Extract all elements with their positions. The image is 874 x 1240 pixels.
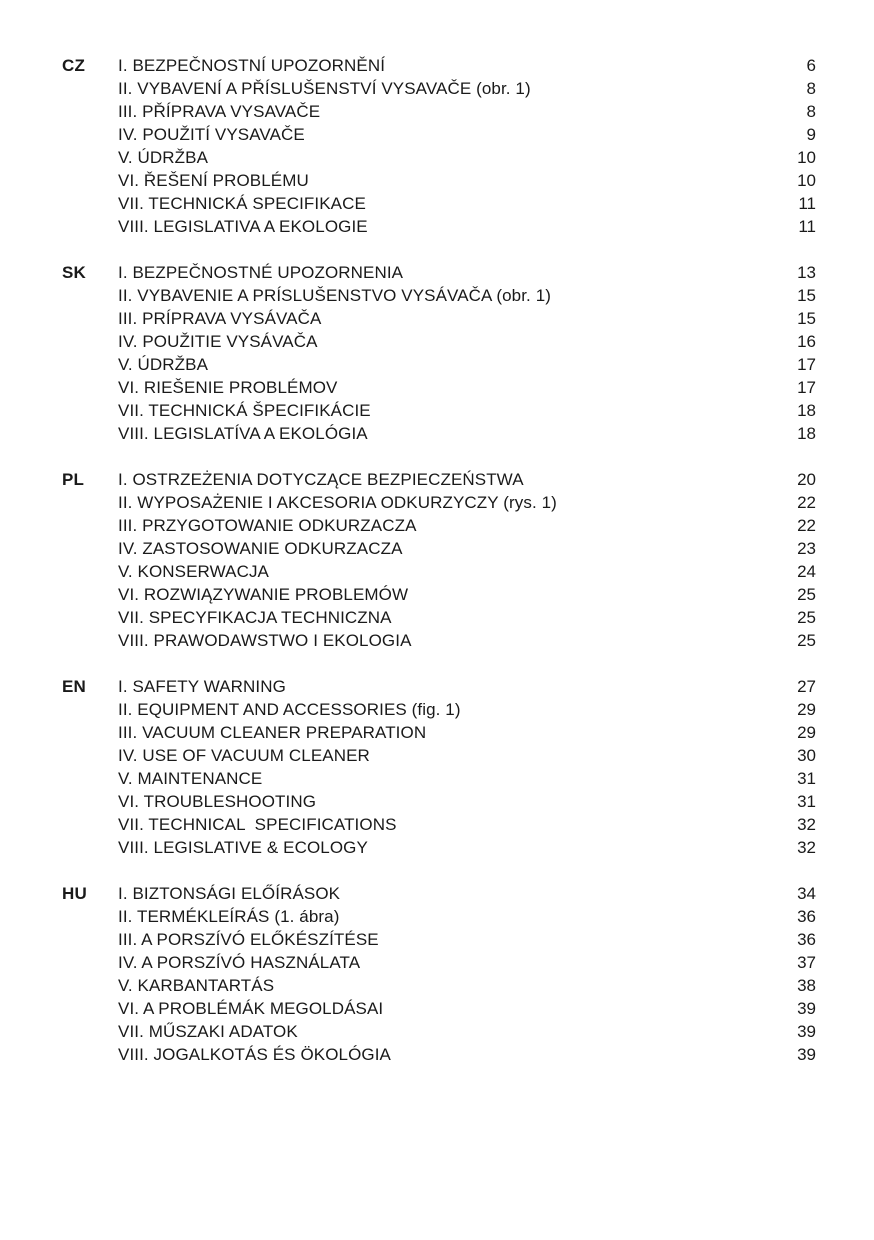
toc-entry[interactable]: [0, 399, 874, 422]
toc-entry-page: 9: [806, 125, 816, 144]
toc-entry-title: II. VYBAVENÍ A PŘÍSLUŠENSTVÍ VYSAVAČE (obr. 1): [118, 79, 531, 98]
toc-entry-page: 15: [797, 309, 816, 328]
toc-entry-page: 8: [806, 79, 816, 98]
toc-section-pl: [0, 468, 874, 652]
toc-entry[interactable]: [0, 330, 874, 353]
toc-entry[interactable]: [0, 583, 874, 606]
language-code: PL: [62, 470, 85, 489]
toc-entry[interactable]: [0, 997, 874, 1020]
toc-entry-title: IV. POUŽITÍ VYSAVAČE: [118, 125, 305, 144]
toc-entry-page: 8: [806, 102, 816, 121]
toc-entry[interactable]: [0, 146, 874, 169]
toc-entry[interactable]: [0, 813, 874, 836]
toc-entry-title: VIII. LEGISLATIVE & ECOLOGY: [118, 838, 368, 857]
toc-entry[interactable]: [0, 1043, 874, 1066]
toc-entry[interactable]: [0, 1020, 874, 1043]
toc-entry-title: VI. RIEŠENIE PROBLÉMOV: [118, 378, 338, 397]
language-code: CZ: [62, 56, 86, 75]
toc-entry[interactable]: [0, 974, 874, 997]
toc-entry-page: 23: [797, 539, 816, 558]
toc-entry-page: 16: [797, 332, 816, 351]
toc-entry-title: VI. ROZWIĄZYWANIE PROBLEMÓW: [118, 585, 409, 604]
toc-entry[interactable]: [0, 77, 874, 100]
toc-entry-page: 39: [797, 1022, 816, 1041]
toc-entry[interactable]: [0, 54, 874, 77]
toc-entry[interactable]: [0, 744, 874, 767]
toc-entry-title: VIII. JOGALKOTÁS ÉS ÖKOLÓGIA: [118, 1045, 391, 1064]
toc-entry-page: 31: [797, 792, 816, 811]
toc-entry[interactable]: [0, 353, 874, 376]
toc-entry-title: III. PRZYGOTOWANIE ODKURZACZA: [118, 516, 417, 535]
toc-entry-title: II. VYBAVENIE A PRÍSLUŠENSTVO VYSÁVAČA (obr. 1): [118, 286, 552, 305]
toc-entry-title: V. ÚDRŽBA: [118, 148, 209, 167]
toc-entry-page: 20: [797, 470, 816, 489]
toc-entry[interactable]: [0, 790, 874, 813]
toc-entry[interactable]: [0, 537, 874, 560]
toc-entry-page: 22: [797, 516, 816, 535]
toc-entry-title: V. ÚDRŽBA: [118, 355, 209, 374]
toc-entry-page: 11: [798, 194, 816, 213]
toc-entry-title: VII. TECHNICAL SPECIFICATIONS: [118, 815, 397, 834]
toc-entry[interactable]: [0, 376, 874, 399]
toc-entry[interactable]: [0, 422, 874, 445]
toc-entry-title: VIII. LEGISLATÍVA A EKOLÓGIA: [118, 424, 368, 443]
toc-entry-page: 27: [797, 677, 816, 696]
toc-entry-page: 10: [797, 171, 816, 190]
toc-entry[interactable]: [0, 767, 874, 790]
toc-entry-title: VII. TECHNICKÁ SPECIFIKACE: [118, 194, 366, 213]
language-code: SK: [62, 263, 87, 282]
toc-entry-title: V. KARBANTARTÁS: [118, 976, 275, 995]
toc-section-cz: [0, 54, 874, 238]
toc-entry-page: 17: [797, 378, 816, 397]
toc-entry-title: III. PRÍPRAVA VYSÁVAČA: [118, 309, 322, 328]
toc-entry-page: 10: [797, 148, 816, 167]
toc-entry-title: I. BIZTONSÁGI ELŐÍRÁSOK: [118, 884, 341, 903]
toc-entry-title: VI. TROUBLESHOOTING: [118, 792, 317, 811]
language-code: HU: [62, 884, 87, 903]
toc-entry[interactable]: [0, 905, 874, 928]
toc-entry-title: VII. SPECYFIKACJA TECHNICZNA: [118, 608, 392, 627]
toc-entry-page: 30: [797, 746, 816, 765]
toc-entry[interactable]: [0, 836, 874, 859]
toc-entry-title: V. MAINTENANCE: [118, 769, 263, 788]
toc-entry[interactable]: [0, 261, 874, 284]
toc-entry-page: 24: [797, 562, 816, 581]
toc-entry-title: III. PŘÍPRAVA VYSAVAČE: [118, 102, 321, 121]
toc-entry-title: VIII. LEGISLATIVA A EKOLOGIE: [118, 217, 368, 236]
toc-entry[interactable]: [0, 215, 874, 238]
toc-entry-title: IV. ZASTOSOWANIE ODKURZACZA: [118, 539, 403, 558]
toc-entry-page: 34: [797, 884, 816, 903]
toc-entry-title: VIII. PRAWODAWSTWO I EKOLOGIA: [118, 631, 412, 650]
toc-entry[interactable]: [0, 675, 874, 698]
toc-entry-title: VII. TECHNICKÁ ŠPECIFIKÁCIE: [118, 401, 371, 420]
toc-entry-page: 25: [797, 608, 816, 627]
table-of-contents: [0, 54, 874, 1089]
toc-entry-title: VI. ŘEŠENÍ PROBLÉMU: [118, 171, 309, 190]
toc-entry[interactable]: [0, 698, 874, 721]
toc-entry[interactable]: [0, 192, 874, 215]
toc-entry-page: 32: [797, 815, 816, 834]
toc-entry-page: 38: [797, 976, 816, 995]
toc-entry[interactable]: [0, 606, 874, 629]
toc-entry-page: 11: [798, 217, 816, 236]
toc-section-hu: [0, 882, 874, 1066]
toc-entry[interactable]: [0, 284, 874, 307]
toc-entry[interactable]: [0, 468, 874, 491]
toc-entry-page: 32: [797, 838, 816, 857]
toc-entry[interactable]: [0, 100, 874, 123]
toc-entry-page: 17: [797, 355, 816, 374]
toc-entry-title: I. SAFETY WARNING: [118, 677, 286, 696]
toc-entry-title: II. EQUIPMENT AND ACCESSORIES (fig. 1): [118, 700, 461, 719]
toc-entry-page: 6: [806, 56, 816, 75]
toc-entry-page: 29: [797, 700, 816, 719]
toc-entry-title: III. A PORSZÍVÓ ELŐKÉSZÍTÉSE: [118, 930, 379, 949]
toc-entry-page: 36: [797, 930, 816, 949]
toc-entry-page: 15: [797, 286, 816, 305]
toc-entry-title: III. VACUUM CLEANER PREPARATION: [118, 723, 427, 742]
toc-entry[interactable]: [0, 560, 874, 583]
toc-entry-page: 22: [797, 493, 816, 512]
toc-entry-page: 39: [797, 1045, 816, 1064]
toc-entry-page: 25: [797, 631, 816, 650]
toc-entry[interactable]: [0, 951, 874, 974]
toc-entry-title: IV. A PORSZÍVÓ HASZNÁLATA: [118, 953, 361, 972]
toc-entry-page: 39: [797, 999, 816, 1018]
toc-entry-page: 25: [797, 585, 816, 604]
toc-entry-title: I. BEZPEČNOSTNÉ UPOZORNENIA: [118, 263, 404, 282]
toc-section-sk: [0, 261, 874, 445]
toc-entry-title: IV. POUŽITIE VYSÁVAČA: [118, 332, 318, 351]
toc-entry-title: I. OSTRZEŻENIA DOTYCZĄCE BEZPIECZEŃSTWA: [118, 470, 524, 489]
toc-entry[interactable]: [0, 307, 874, 330]
toc-entry-page: 13: [797, 263, 816, 282]
toc-entry-page: 31: [797, 769, 816, 788]
toc-entry[interactable]: [0, 491, 874, 514]
toc-entry-title: VI. A PROBLÉMÁK MEGOLDÁSAI: [118, 999, 384, 1018]
toc-entry-title: VII. MŰSZAKI ADATOK: [118, 1022, 298, 1041]
toc-entry-page: 18: [797, 401, 816, 420]
toc-entry[interactable]: [0, 629, 874, 652]
toc-entry-page: 18: [797, 424, 816, 443]
language-code: EN: [62, 677, 87, 696]
toc-entry-page: 36: [797, 907, 816, 926]
toc-entry-page: 29: [797, 723, 816, 742]
toc-section-en: [0, 675, 874, 859]
toc-entry-page: 37: [797, 953, 816, 972]
toc-entry[interactable]: [0, 123, 874, 146]
toc-entry[interactable]: [0, 169, 874, 192]
toc-entry-title: I. BEZPEČNOSTNÍ UPOZORNĚNÍ: [118, 56, 386, 75]
toc-entry[interactable]: [0, 721, 874, 744]
toc-entry[interactable]: [0, 928, 874, 951]
toc-entry[interactable]: [0, 514, 874, 537]
toc-entry-title: V. KONSERWACJA: [118, 562, 269, 581]
toc-entry-title: IV. USE OF VACUUM CLEANER: [118, 746, 370, 765]
toc-entry-title: II. WYPOSAŻENIE I AKCESORIA ODKURZYCZY (rys. 1): [118, 493, 557, 512]
toc-entry-title: II. TERMÉKLEÍRÁS (1. ábra): [118, 907, 340, 926]
toc-entry[interactable]: [0, 882, 874, 905]
